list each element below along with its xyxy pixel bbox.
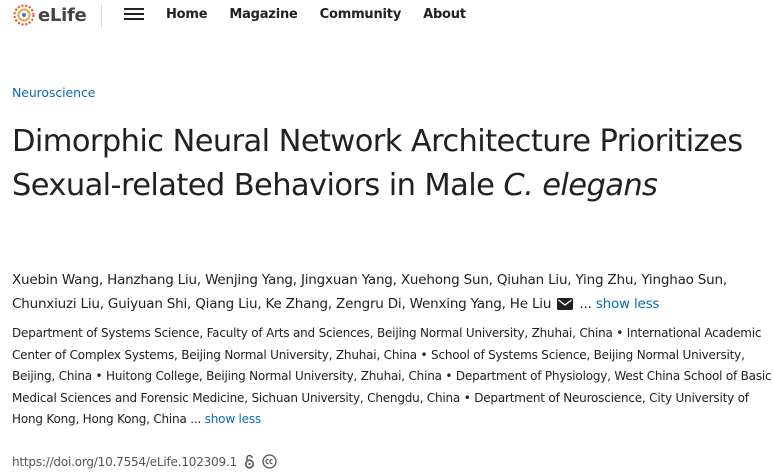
authors-show-less-link[interactable]: show less: [595, 296, 660, 312]
elife-logo[interactable]: [12, 3, 86, 27]
authors-text: Xuebin Wang, Hanzhang Liu, Wenjing Yang, Jingxuan Yang, Xuehong Sun, Qiuhan Liu, Ying Zhu, Yinghao Sun, Chunxiuzi Liu, Guiyuan Shi, Qiang Liu, Ke Zhang, Zengru Di, Wenxing Yang, He Liu: [12, 272, 727, 312]
hamburger-menu-icon[interactable]: [124, 6, 144, 24]
affiliations-ellipsis: ...: [190, 412, 202, 426]
affiliations: [12, 323, 774, 431]
nav-community[interactable]: Community: [319, 7, 402, 22]
affiliations-show-less-link[interactable]: show less: [204, 412, 261, 426]
logo-text: eLife: [38, 4, 87, 26]
open-access-icon: [244, 454, 255, 469]
nav-about[interactable]: About: [423, 7, 466, 22]
site-header: [0, 0, 774, 32]
nav-home[interactable]: Home: [166, 7, 208, 22]
elife-logo-icon: [12, 3, 36, 27]
title-species: C. elegans: [503, 168, 658, 203]
author-list: [12, 268, 772, 316]
doi-row: [12, 454, 277, 469]
creative-commons-icon: [262, 454, 277, 469]
mail-icon[interactable]: [557, 298, 573, 310]
header-divider: [101, 4, 102, 28]
affiliations-text: Department of Systems Science, Faculty of Arts and Sciences, Beijing Normal University, Zhuhai, China • International Academic Center of Complex Systems, Beijing Normal University, Zhuhai, China • School of Systems Science, Beijing Normal University, Beijing, China • Huitong College, Beijing Normal University, Zhuhai, China • Department of Physiology, West China School of Basic Medical Sciences and Forensic Medicine, Sichuan University, Chengdu, China • Department of Neuroscience, City University of Hong Kong, Hong Kong, China: [12, 326, 772, 426]
main-nav: [166, 7, 488, 22]
nav-magazine[interactable]: Magazine: [229, 7, 298, 22]
subject-link[interactable]: Neuroscience: [12, 85, 96, 100]
title-main: Dimorphic Neural Network Architecture Prioritizes Sexual-related Behaviors in Male: [12, 124, 743, 203]
article-title: [12, 120, 762, 208]
doi-link[interactable]: https://doi.org/10.7554/eLife.102309.1: [12, 454, 237, 469]
authors-ellipsis: ...: [579, 296, 592, 312]
